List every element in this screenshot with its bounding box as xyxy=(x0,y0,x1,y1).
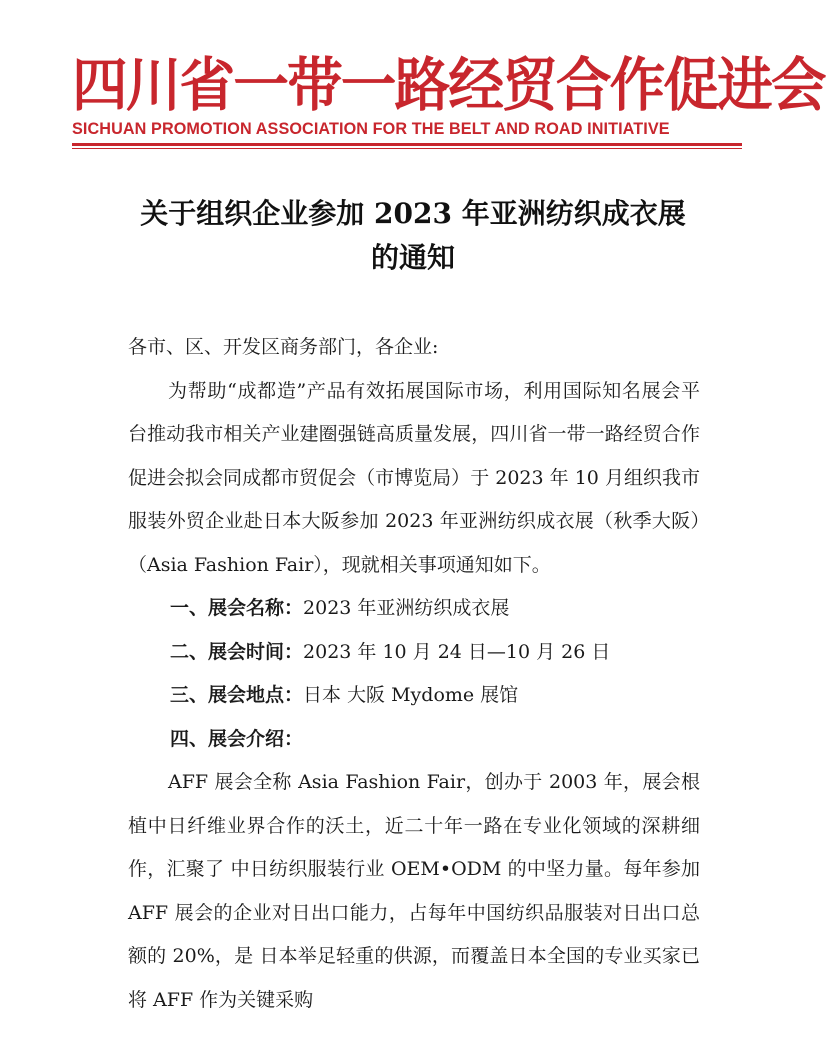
section-exhibition-venue xyxy=(128,674,700,718)
intro-paragraph: 为帮助“成都造”产品有效拓展国际市场，利用国际知名展会平台推动我市相关产业建圈强链高质量发展，四川省一带一路经贸合作促进会拟会同成都市贸促会（市博览局）于 2023 年 10 月组织我市服装外贸企业赴日本大阪参加 2023 年亚洲纺织成衣展（秋季大阪）（Asia Fashion Fair），现就相关事项通知如下。 xyxy=(128,379,700,576)
letterhead xyxy=(72,51,825,149)
document-title xyxy=(100,192,726,280)
org-name-chinese: 四川省一带一路经贸合作促进会 xyxy=(72,51,825,119)
org-name-english: SICHUAN PROMOTION ASSOCIATION FOR THE BELT AND ROAD INITIATIVE xyxy=(72,120,670,138)
salutation: 各市、区、开发区商务部门，各企业: xyxy=(128,336,439,358)
section-value: 2023 年亚洲纺织成衣展 xyxy=(303,597,510,619)
section-label: 四、展会介绍： xyxy=(170,727,304,750)
letterhead-rule-thin xyxy=(72,148,742,149)
section-exhibition-name xyxy=(128,587,700,631)
section-label: 二、展会时间： xyxy=(170,640,304,663)
title-line-1: 关于组织企业参加 2023 年亚洲纺织成衣展 xyxy=(140,197,686,230)
title-line-2: 的通知 xyxy=(370,241,455,274)
section-label: 三、展会地点： xyxy=(170,684,304,706)
document-body xyxy=(128,326,700,1022)
section-exhibition-intro xyxy=(128,718,700,762)
section-label: 一、展会名称： xyxy=(170,597,304,619)
letterhead-rule-thick xyxy=(72,143,742,146)
section-value: 2023 年 10 月 24 日—10 月 26 日 xyxy=(303,640,611,663)
section-value: 日本 大阪 Mydome 展馆 xyxy=(303,684,519,706)
aff-intro-paragraph: AFF 展会全称 Asia Fashion Fair，创办于 2003 年，展会根植中日纤维业界合作的沃土，近二十年一路在专业化领域的深耕细作，汇聚了 中日纺织服装行业 OEM•ODM 的中坚力量。每年参加 AFF 展会的企业对日出口能力，占每年中国纺织品服装对日出口总额的 20%，是 日本举足轻重的供源，而覆盖日本全国的专业买家已将 AFF 作为关键采购 xyxy=(128,771,700,1011)
section-exhibition-time xyxy=(128,631,700,675)
